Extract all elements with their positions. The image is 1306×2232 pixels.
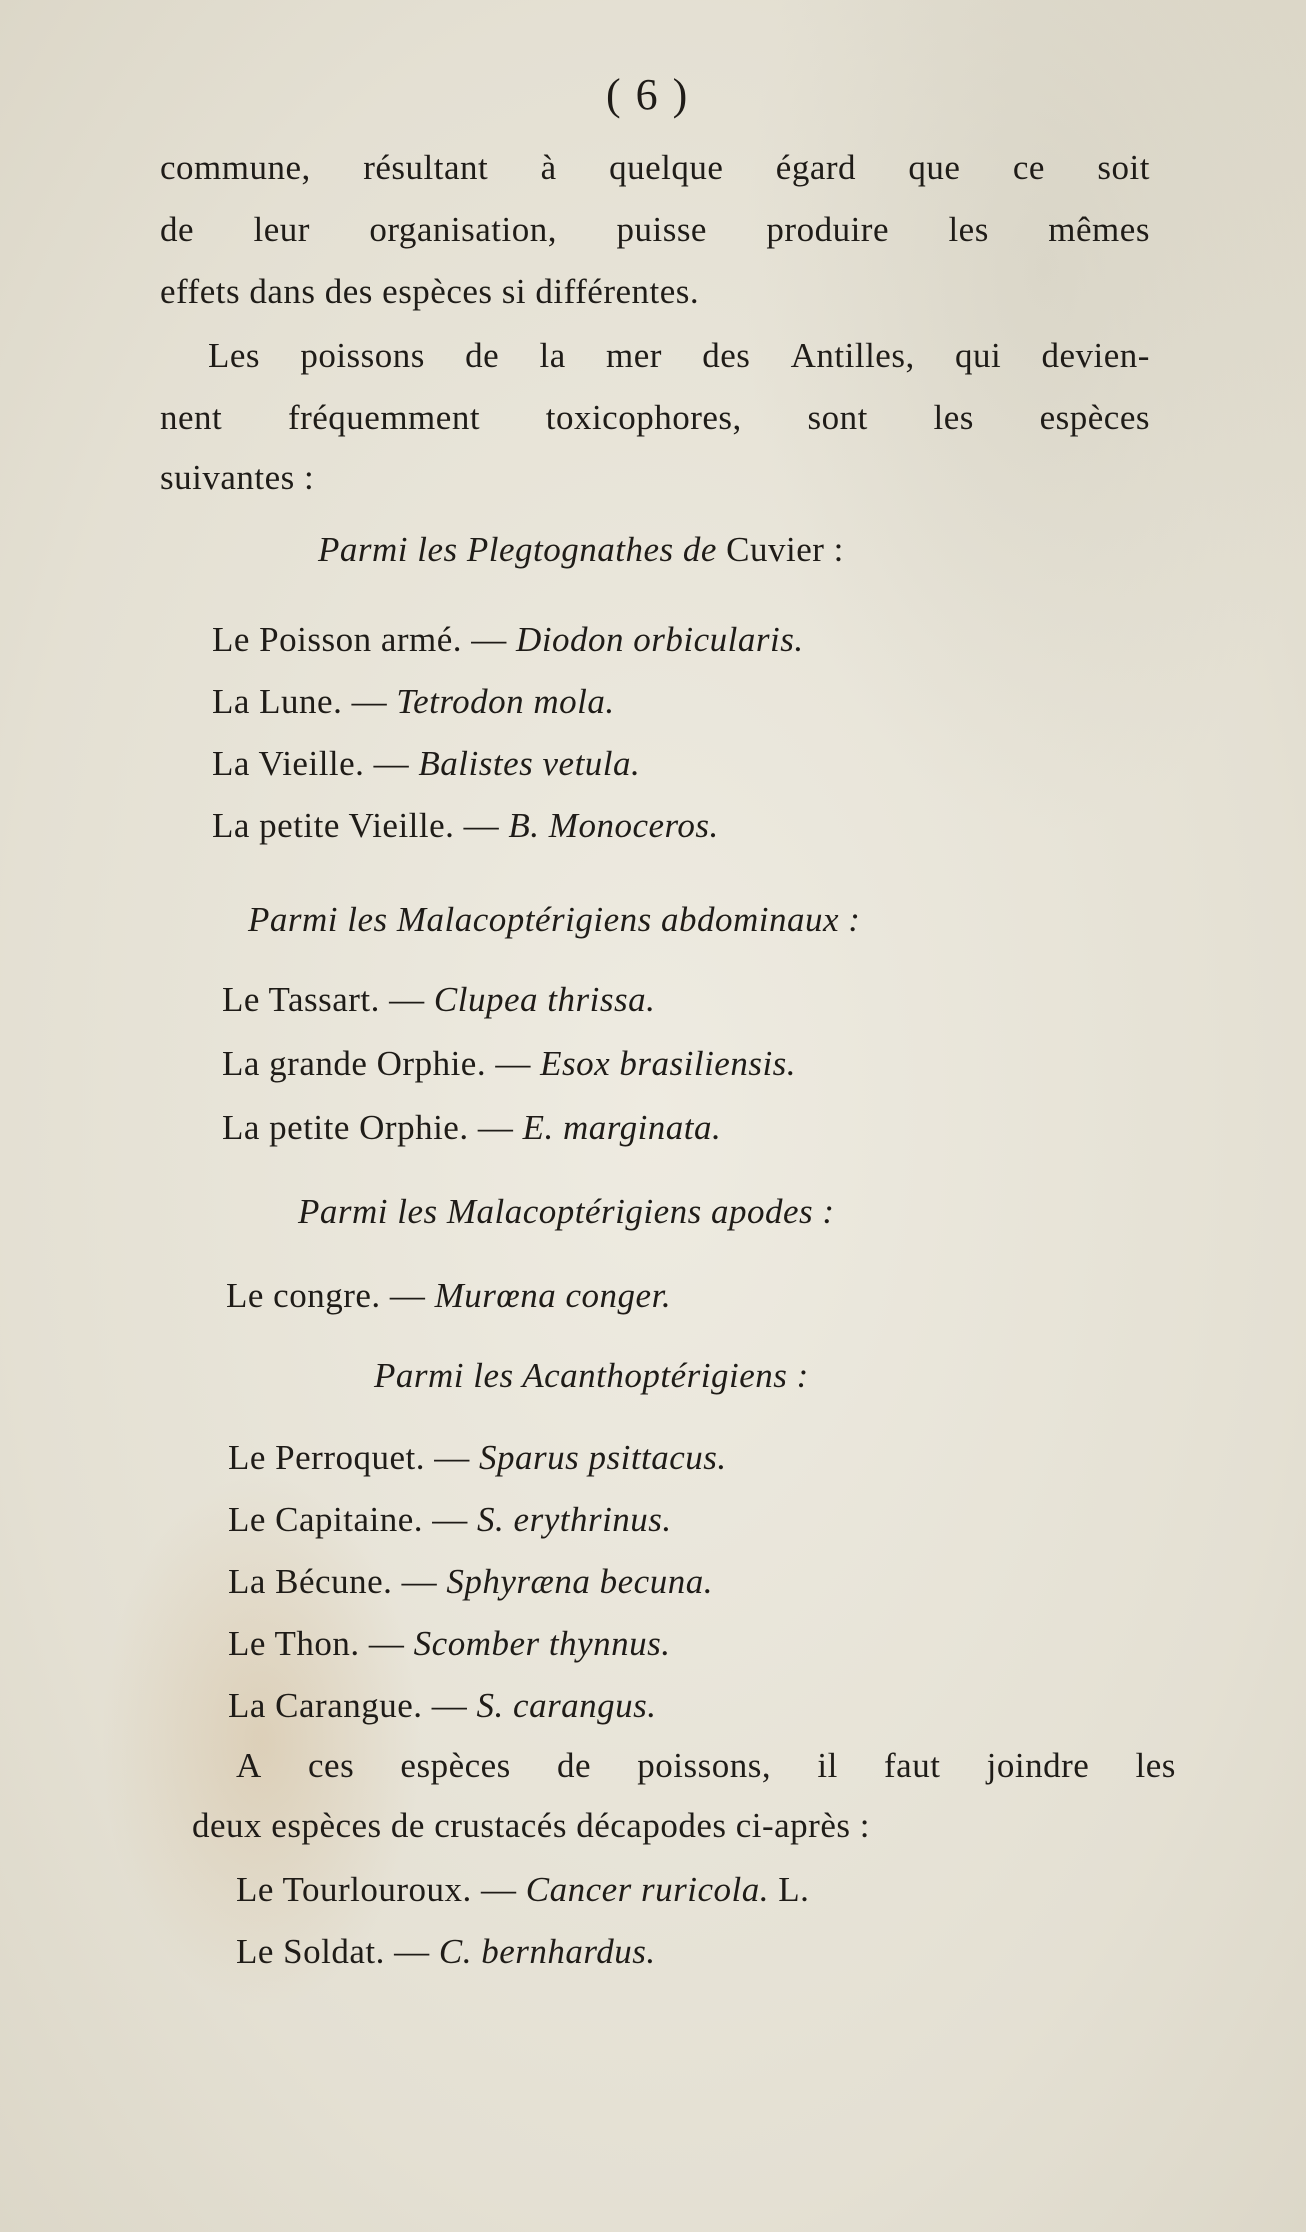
word: de <box>465 336 500 375</box>
word: ces <box>308 1746 355 1785</box>
paragraph-3-line-2: deux espèces de crustacés décapodes ci-après : <box>192 1806 870 1845</box>
paragraph-1-line-1 <box>160 146 1150 190</box>
word: joindre <box>986 1746 1090 1785</box>
paragraph-3-line-1 <box>236 1744 1176 1788</box>
common-name: La Lune. — <box>212 682 397 721</box>
latin-name: S. carangus. <box>476 1686 657 1725</box>
latin-name: Sparus psittacus. <box>478 1438 727 1477</box>
word: les <box>948 210 989 249</box>
word: A <box>236 1746 262 1785</box>
species-line <box>212 680 615 724</box>
common-name: Le Thon. — <box>228 1624 414 1663</box>
author-abbrev: L. <box>769 1870 810 1909</box>
word: quelque <box>609 148 724 187</box>
group-heading <box>374 1354 809 1398</box>
group-heading <box>318 528 844 572</box>
word: produire <box>766 210 889 249</box>
word: fréquemment <box>287 398 481 437</box>
word: leur <box>253 210 310 249</box>
word: puisse <box>616 210 707 249</box>
word: résultant <box>363 148 489 187</box>
species-line <box>212 742 640 786</box>
common-name: La Bécune. — <box>228 1562 447 1601</box>
heading-italic: Parmi les Malacoptérigiens abdominaux : <box>248 900 861 939</box>
word: des <box>702 336 751 375</box>
group-heading <box>298 1190 835 1234</box>
heading-italic: Parmi les Plegtognathes de <box>318 530 717 569</box>
species-line <box>236 1930 656 1974</box>
species-line <box>212 618 804 662</box>
species-line <box>228 1498 672 1542</box>
paragraph-1-line-3: effets dans des espèces si différentes. <box>160 272 700 311</box>
word: nent <box>160 398 223 437</box>
word: les <box>1135 1746 1176 1785</box>
species-line <box>222 1042 796 1086</box>
common-name: Le Poisson armé. — <box>212 620 517 659</box>
paragraph-2-line-1 <box>208 334 1150 378</box>
heading-italic: Parmi les Malacoptérigiens apodes : <box>298 1192 835 1231</box>
heading-italic: Parmi les Acanthoptérigiens : <box>374 1356 809 1395</box>
latin-name: Sphyræna becuna. <box>446 1562 713 1601</box>
word: organisation, <box>369 210 558 249</box>
species-line <box>222 1106 721 1150</box>
species-line <box>236 1868 809 1912</box>
word: devien- <box>1041 336 1150 375</box>
latin-name: S. erythrinus. <box>477 1500 672 1539</box>
word: soit <box>1097 148 1150 187</box>
latin-name: Murœna conger. <box>434 1276 672 1315</box>
word: égard <box>775 148 857 187</box>
species-line <box>222 978 655 1022</box>
word: poissons <box>300 336 425 375</box>
paragraph-2-line-2 <box>160 396 1150 440</box>
word: espèces <box>1039 398 1150 437</box>
latin-name: Cancer ruricola. <box>525 1870 770 1909</box>
word: que <box>908 148 961 187</box>
word: mêmes <box>1048 210 1150 249</box>
species-line <box>226 1274 671 1318</box>
word: de <box>160 210 195 249</box>
common-name: La petite Orphie. — <box>222 1108 523 1147</box>
word: de <box>557 1746 592 1785</box>
latin-name: Esox brasiliensis. <box>540 1044 797 1083</box>
common-name: Le Tassart. — <box>222 980 434 1019</box>
common-name: La Carangue. — <box>228 1686 477 1725</box>
word: à <box>540 148 557 187</box>
latin-name: Clupea thrissa. <box>433 980 656 1019</box>
word: toxicophores, <box>545 398 742 437</box>
word: ce <box>1012 148 1045 187</box>
latin-name: Balistes vetula. <box>418 744 641 783</box>
latin-name: C. bernhardus. <box>438 1932 656 1971</box>
page-number: ( 6 ) <box>606 70 690 119</box>
species-line <box>212 804 719 848</box>
word: les <box>933 398 974 437</box>
latin-name: E. marginata. <box>522 1108 722 1147</box>
common-name: La petite Vieille. — <box>212 806 509 845</box>
paragraph-1-line-2 <box>160 208 1150 252</box>
common-name: Le Capitaine. — <box>228 1500 478 1539</box>
group-heading <box>248 898 860 942</box>
common-name: Le congre. — <box>226 1276 435 1315</box>
word: Antilles, <box>790 336 915 375</box>
latin-name: Scomber thynnus. <box>413 1624 671 1663</box>
word: faut <box>884 1746 941 1785</box>
species-line <box>228 1560 713 1604</box>
latin-name: B. Monoceros. <box>508 806 719 845</box>
heading-roman: Cuvier : <box>716 530 844 569</box>
species-line <box>228 1436 727 1480</box>
common-name: Le Tourlouroux. — <box>236 1870 526 1909</box>
word: commune, <box>160 148 311 187</box>
common-name: La grande Orphie. — <box>222 1044 541 1083</box>
species-line <box>228 1622 671 1666</box>
paragraph-2-line-3: suivantes : <box>160 458 315 497</box>
word: mer <box>606 336 662 375</box>
word: poissons, <box>637 1746 772 1785</box>
word: espèces <box>400 1746 511 1785</box>
word: la <box>539 336 566 375</box>
common-name: La Vieille. — <box>212 744 419 783</box>
latin-name: Tetrodon mola. <box>396 682 615 721</box>
common-name: Le Perroquet. — <box>228 1438 479 1477</box>
latin-name: Diodon orbicularis. <box>516 620 804 659</box>
species-line <box>228 1684 657 1728</box>
word: qui <box>954 336 1002 375</box>
word: sont <box>807 398 868 437</box>
common-name: Le Soldat. — <box>236 1932 439 1971</box>
word: il <box>817 1746 838 1785</box>
word: Les <box>208 336 261 375</box>
